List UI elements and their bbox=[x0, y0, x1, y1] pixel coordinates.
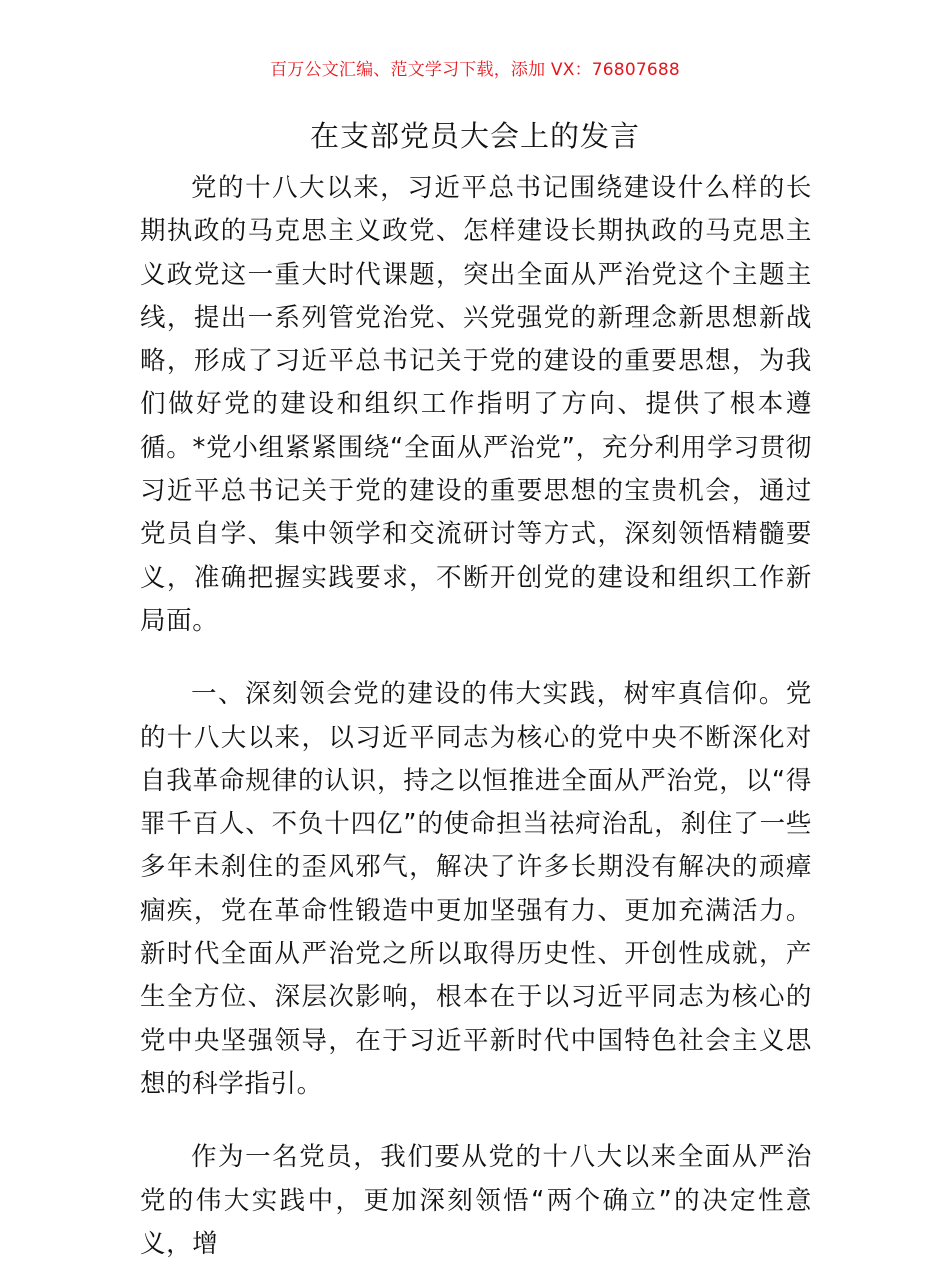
paragraph-party-member: 作为一名党员，我们要从党的十八大以来全面从严治党的伟大实践中，更加深刻领悟“两个确立”的决定性意义，增 bbox=[140, 1142, 812, 1259]
watermark-banner: 百万公文汇编、范文学习下载，添加 VX：76807688 bbox=[270, 60, 680, 80]
document-body bbox=[140, 167, 812, 1266]
document-title: 在支部党员大会上的发言 bbox=[309, 119, 640, 153]
paragraph-intro: 党的十八大以来，习近平总书记围绕建设什么样的长期执政的马克思主义政党、怎样建设长期执政的马克思主义政党这一重大时代课题，突出全面从严治党这个主题主线，提出一系列管党治党、兴党强党的新理念新思想新战略，形成了习近平总书记关于党的建设的重要思想，为我们做好党的建设和组织工作指明了方向、提供了根本遵循。*党小组紧紧围绕“全面从严治党”，充分利用学习贯彻习近平总书记关于党的建设的重要思想的宝贵机会，通过党员自学、集中领学和交流研讨等方式，深刻领悟精髓要义，准确把握实践要求，不断开创党的建设和组织工作新局面。 bbox=[140, 173, 812, 636]
paragraph-section-one: 一、深刻领会党的建设的伟大实践，树牢真信仰。党的十八大以来，以习近平同志为核心的党中央不断深化对自我革命规律的认识，持之以恒推进全面从严治党，以“得罪千百人、不负十四亿”的使命担当祛疴治乱，刹住了一些多年未刹住的歪风邪气，解决了许多长期没有解决的顽瘴痼疾，党在革命性锻造中更加坚强有力、更加充满活力。新时代全面从严治党之所以取得历史性、开创性成就，产生全方位、深层次影响，根本在于以习近平同志为核心的党中央坚强领导，在于习近平新时代中国特色社会主义思想的科学指引。 bbox=[140, 679, 812, 1099]
